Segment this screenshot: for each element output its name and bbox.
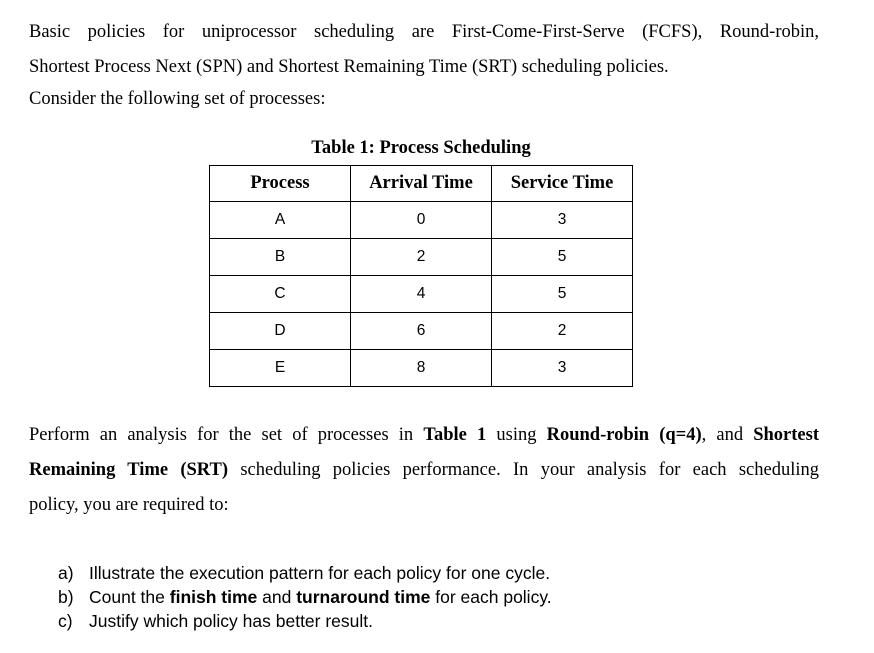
consider-line: Consider the following set of processes: — [29, 89, 326, 109]
table-row — [210, 239, 633, 276]
list-item: b) Count the finish time and turnaround time for each policy. — [58, 587, 552, 607]
header-process: Process — [210, 166, 351, 202]
policy-srt-part-1: Shortest — [753, 425, 820, 445]
table-title: Table 1: Process Scheduling — [311, 138, 531, 158]
cell-arrival-time: 0 — [351, 202, 492, 239]
question-line-1: Perform an analysis for the set of processes in Table 1 using Round-robin (q=4), and Shortest — [29, 425, 820, 445]
task-list — [58, 561, 552, 633]
table-row — [210, 313, 633, 350]
table-row — [210, 350, 633, 387]
list-marker: c) — [58, 611, 73, 631]
list-marker: b) — [58, 587, 74, 607]
cell-process: D — [210, 313, 351, 350]
emphasis-finish-time: finish time — [169, 587, 258, 607]
table-reference: Table 1 — [423, 425, 487, 445]
intro-line-2: Shortest Process Next (SPN) and Shortest Remaining Time (SRT) scheduling policies. — [29, 57, 669, 77]
list-item: c) Justify which policy has better result. — [58, 611, 374, 631]
cell-service-time: 3 — [492, 202, 633, 239]
list-marker: a) — [58, 563, 74, 583]
table-header-row — [210, 166, 633, 202]
question-line-2: Remaining Time (SRT) scheduling policies performance. In your analysis for each scheduling — [29, 460, 819, 480]
cell-service-time: 2 — [492, 313, 633, 350]
cell-arrival-time: 2 — [351, 239, 492, 276]
policy-round-robin: Round-robin (q=4) — [546, 425, 702, 445]
question-line-3: policy, you are required to: — [29, 495, 229, 515]
list-item: a) Illustrate the execution pattern for each policy for one cycle. — [58, 563, 551, 583]
cell-arrival-time: 8 — [351, 350, 492, 387]
intro-paragraph — [29, 15, 819, 85]
table-row — [210, 276, 633, 313]
header-service-time: Service Time — [492, 166, 633, 202]
process-table — [209, 165, 633, 387]
cell-arrival-time: 4 — [351, 276, 492, 313]
question-paragraph — [29, 418, 819, 523]
header-arrival-time: Arrival Time — [351, 166, 492, 202]
table-row — [210, 202, 633, 239]
cell-service-time: 3 — [492, 350, 633, 387]
cell-arrival-time: 6 — [351, 313, 492, 350]
cell-process: B — [210, 239, 351, 276]
intro-line-1: Basic policies for uniprocessor scheduling are First-Come-First-Serve (FCFS), Round-robin, — [29, 22, 819, 42]
policy-srt-part-2: Remaining Time (SRT) — [29, 460, 229, 480]
cell-process: E — [210, 350, 351, 387]
cell-process: A — [210, 202, 351, 239]
cell-service-time: 5 — [492, 276, 633, 313]
cell-service-time: 5 — [492, 239, 633, 276]
cell-process: C — [210, 276, 351, 313]
emphasis-turnaround-time: turnaround time — [296, 587, 431, 607]
